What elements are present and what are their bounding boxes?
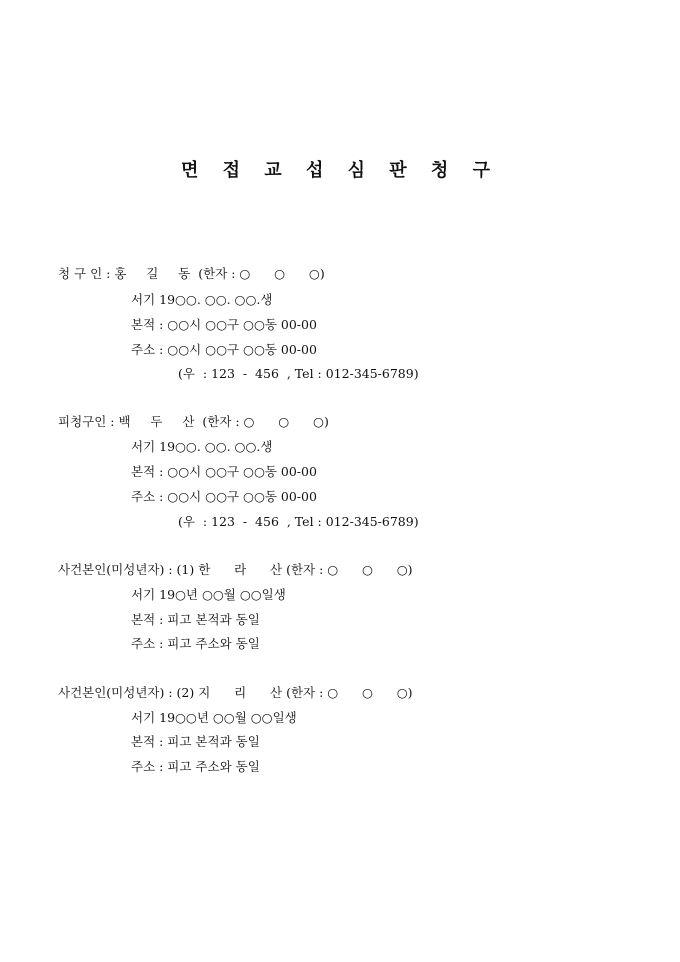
minor1-domicile: 본적 : 피고 본적과 동일 [131,612,260,627]
claimant-address: 주소 : ○○시 ○○구 ○○동 00-00 [131,342,317,357]
respondent-postal-tel: (우 : 123 - 456 , Tel : 012-345-6789) [178,514,419,529]
respondent-domicile: 본적 : ○○시 ○○구 ○○동 00-00 [131,464,317,479]
respondent-birth: 서기 19○○. ○○. ○○.생 [131,439,273,454]
respondent-name-line: 피청구인 : 백 두 산 (한자 : ○ ○ ○) [58,414,329,429]
minor2-birth: 서기 19○○년 ○○월 ○○일생 [131,710,297,725]
respondent-address: 주소 : ○○시 ○○구 ○○동 00-00 [131,489,317,504]
minor1-name-line: 사건본인(미성년자) : (1) 한 라 산 (한자 : ○ ○ ○) [58,562,413,577]
minor2-address: 주소 : 피고 주소와 동일 [131,759,260,774]
claimant-postal-tel: (우 : 123 - 456 , Tel : 012-345-6789) [178,366,419,381]
claimant-birth: 서기 19○○. ○○. ○○.생 [131,292,273,307]
minor2-name-line: 사건본인(미성년자) : (2) 지 리 산 (한자 : ○ ○ ○) [58,685,413,700]
minor1-address: 주소 : 피고 주소와 동일 [131,636,260,651]
claimant-domicile: 본적 : ○○시 ○○구 ○○동 00-00 [131,317,317,332]
document-title: 면 접 교 섭 심 판 청 구 [181,160,499,181]
claimant-name-line: 청 구 인 : 홍 길 동 (한자 : ○ ○ ○) [58,266,325,281]
minor2-domicile: 본적 : 피고 본적과 동일 [131,734,260,749]
minor1-birth: 서기 19○년 ○○월 ○○일생 [131,587,286,602]
